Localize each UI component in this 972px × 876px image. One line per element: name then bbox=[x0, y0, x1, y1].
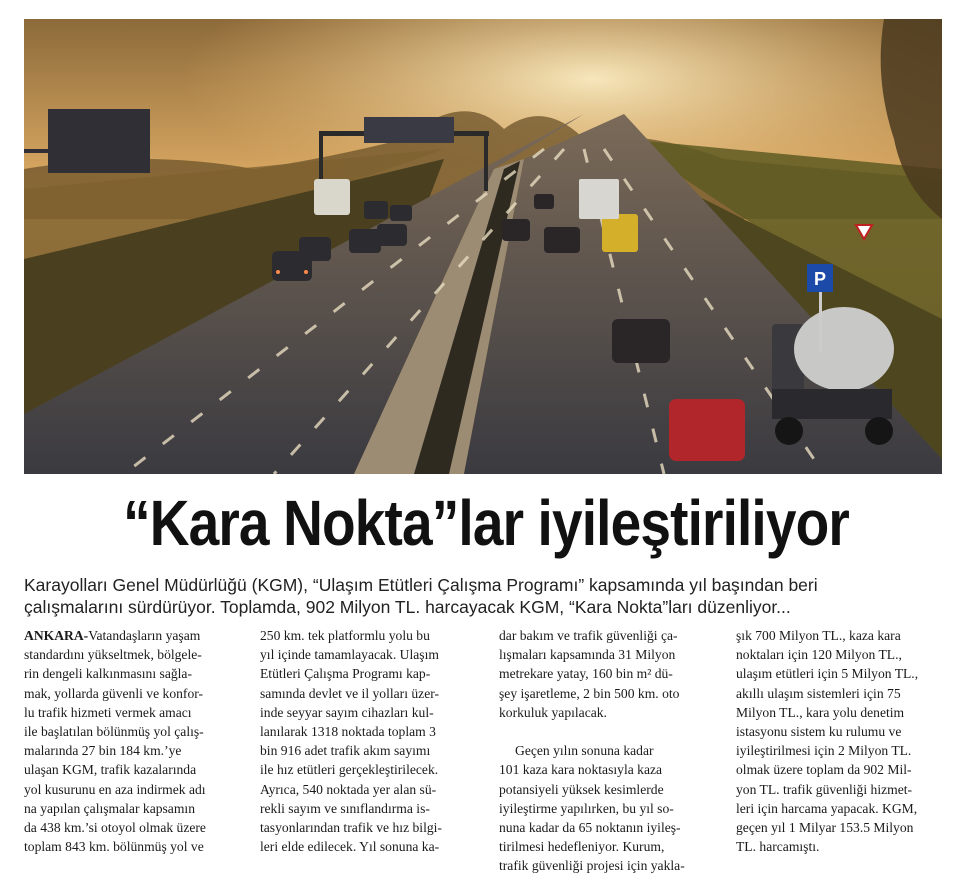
body-line: mak, yollarda güvenli ve konfor- bbox=[24, 685, 204, 701]
body-line: da 438 km.’si otoyol olmak üzere bbox=[24, 820, 206, 836]
body-line bbox=[499, 722, 708, 741]
body-line: şık 700 Milyon TL., kaza kara bbox=[736, 628, 901, 643]
body-line: 250 km. tek platformlu yolu bu bbox=[260, 628, 430, 643]
body-line: ile hız etütleri gerçekleştirilecek. bbox=[260, 762, 439, 778]
body-line: bin 916 adet trafik akım sayımı bbox=[260, 743, 431, 759]
body-line: rekli sayım ve sınıflandırma is- bbox=[260, 800, 430, 816]
body-line: yol kusurunu en aza indirmek adı bbox=[24, 781, 206, 797]
body-line: noktaları için 120 Milyon TL., bbox=[736, 647, 902, 663]
body-line: iyileştirilmesi için 2 Milyon TL. bbox=[736, 743, 912, 759]
body-column-2 bbox=[260, 626, 470, 856]
body-line: ulaşım etütleri için 5 Milyon TL., bbox=[736, 666, 919, 682]
body-line: standardını yükseltmek, bölgele- bbox=[24, 647, 202, 663]
body-line: ANKARA-Vatandaşların yaşam bbox=[24, 628, 201, 643]
body-line: rin dengeli kalkınmasını sağla- bbox=[24, 666, 192, 682]
body-line: olmak üzere toplam da 902 Mil- bbox=[736, 762, 912, 778]
body-line: malarında 27 bin 184 km.’ye bbox=[24, 743, 182, 759]
body-line: iyileştirme yapılırken, bu yıl so- bbox=[499, 800, 674, 816]
body-line: yon TL. trafik güvenliği hizmet- bbox=[736, 781, 913, 797]
body-line: ile başlatılan bölünmüş yol çalış- bbox=[24, 724, 204, 740]
body-line: şey işaretleme, 2 bin 500 km. oto bbox=[499, 685, 680, 701]
body-line: metrekare yatay, 160 bin m² dü- bbox=[499, 666, 673, 682]
body-line: yıl içinde tamamlayacak. Ulaşım bbox=[260, 647, 439, 663]
body-line: ulaşan KGM, trafik kazalarında bbox=[24, 762, 197, 778]
body-line: lu trafik hizmeti vermek amacı bbox=[24, 704, 192, 720]
body-line: tirilmesi hedefleniyor. Kurum, bbox=[499, 839, 665, 855]
lead-line: Karayolları Genel Müdürlüğü (KGM), “Ulaşım Etütleri Çalışma Programı” kapsamında yıl başından beri bbox=[24, 575, 818, 595]
lead-paragraph bbox=[24, 574, 949, 618]
headline: “Kara Nokta”lar iyileştiriliyor bbox=[123, 487, 849, 559]
body-column-3 bbox=[499, 626, 708, 876]
body-line: istasyonu sistem ku rulumu ve bbox=[736, 724, 902, 740]
body-line: na yapılan çalışmalar kapsamın bbox=[24, 800, 195, 816]
body-line: Geçen yılın sonuna kadar bbox=[515, 743, 654, 759]
body-line: lanılarak 1318 noktada toplam 3 bbox=[260, 724, 436, 740]
body-line: Milyon TL., kara yolu denetim bbox=[736, 704, 905, 720]
body-line: trafik güvenliği projesi için yakla- bbox=[499, 858, 685, 874]
body-line: toplam 843 km. bölünmüş yol ve bbox=[24, 839, 204, 855]
body-line: 101 kaza kara noktasıyla kaza bbox=[499, 762, 663, 778]
body-line: leri elde edilecek. Yıl sonuna ka- bbox=[260, 839, 440, 855]
body-line: potansiyeli yüksek kesimlerde bbox=[499, 781, 664, 797]
body-line: korkuluk yapılacak. bbox=[499, 704, 607, 720]
body-line: lışmaları kapsamında 31 Milyon bbox=[499, 647, 676, 663]
body-line: Ayrıca, 540 noktada yer alan sü- bbox=[260, 781, 437, 797]
body-line: geçen yıl 1 Milyar 153.5 Milyon bbox=[736, 820, 914, 836]
dateline: ANKARA- bbox=[24, 628, 89, 643]
body-line: Etütleri Çalışma Programı kap- bbox=[260, 666, 431, 682]
body-line: akıllı ulaşım sistemleri için 75 bbox=[736, 685, 901, 701]
body-line: leri için harcama yapacak. KGM, bbox=[736, 800, 918, 816]
highway-photo bbox=[24, 19, 942, 474]
body-line: samında devlet ve il yolları üzer- bbox=[260, 685, 440, 701]
body-line: dar bakım ve trafik güvenliği ça- bbox=[499, 628, 678, 643]
body-line: inde seyyar sayım cihazları kul- bbox=[260, 704, 434, 720]
body-column-1 bbox=[24, 626, 230, 856]
body-line: TL. harcamıştı. bbox=[736, 839, 820, 855]
parking-sign-icon: P bbox=[813, 269, 827, 289]
lead-line: çalışmalarını sürdürüyor. Toplamda, 902 Milyon TL. harcayacak KGM, “Kara Nokta”ları düzenliyor... bbox=[24, 597, 791, 617]
body-column-4 bbox=[736, 626, 946, 856]
body-line: nuna kadar da 65 noktanın iyileş- bbox=[499, 820, 681, 836]
body-line: tasyonlarından trafik ve hız bilgi- bbox=[260, 820, 442, 836]
